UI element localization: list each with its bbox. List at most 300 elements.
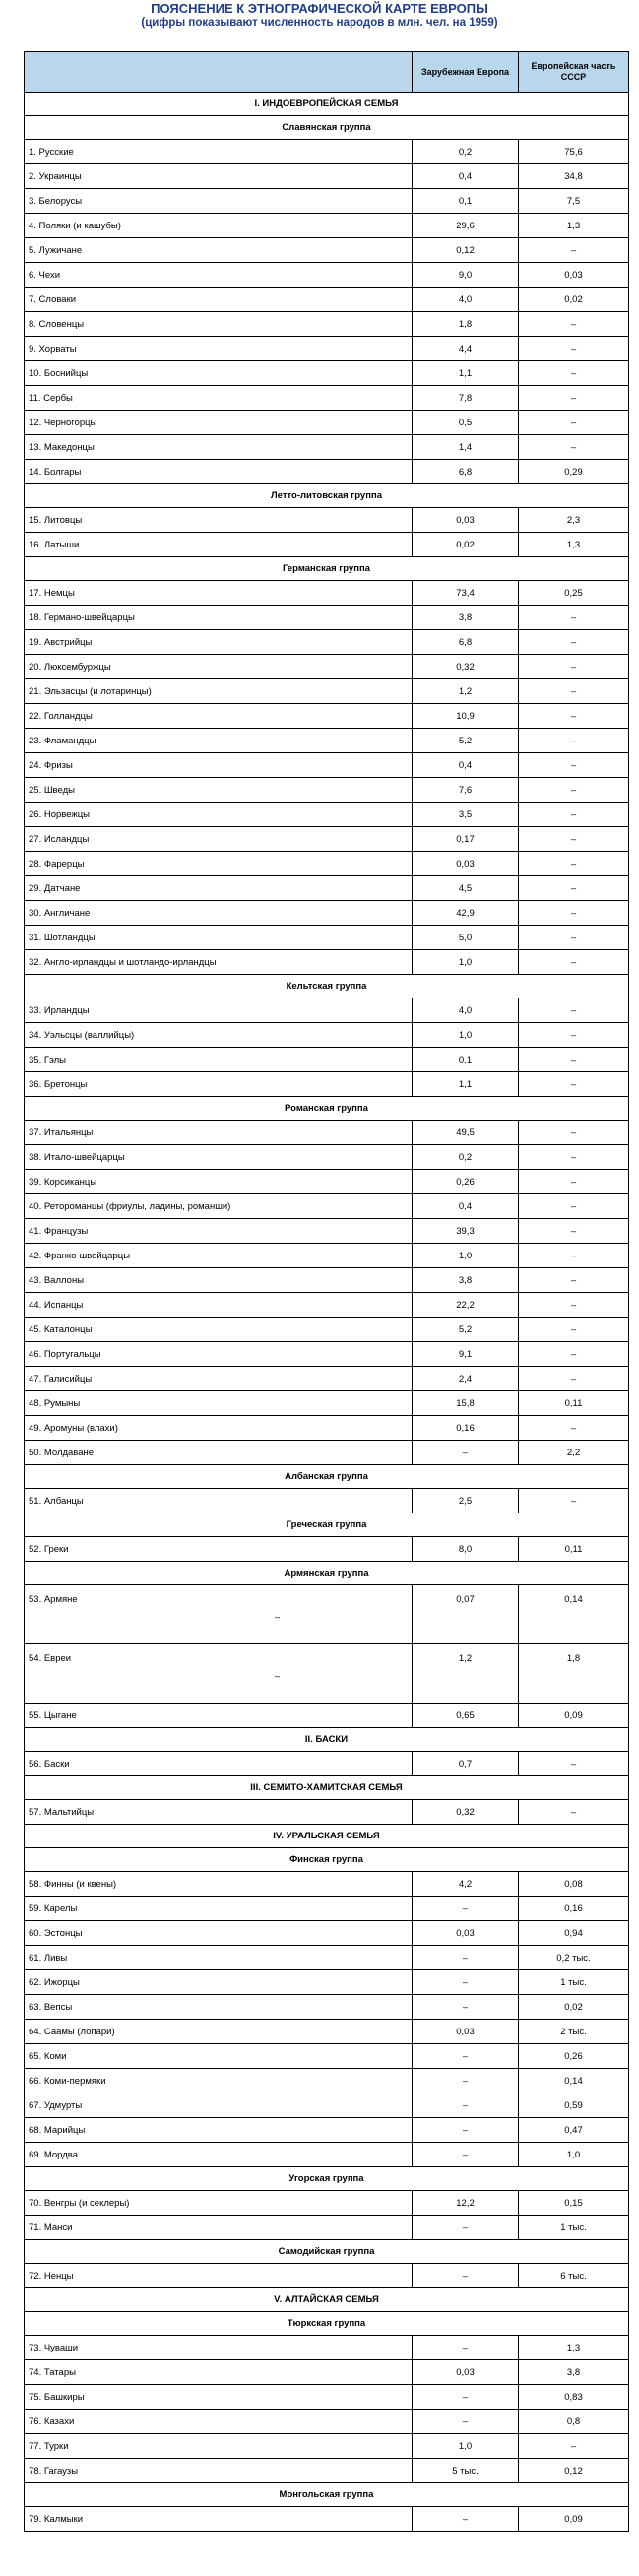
- people-name-cell: [25, 1244, 413, 1268]
- people-name: 33. Ирландцы: [29, 1004, 90, 1016]
- people-name: 50. Молдаване: [29, 1447, 95, 1458]
- row-mark: –: [274, 1612, 280, 1622]
- ussr-europe-value: –: [519, 1293, 629, 1318]
- people-name: 25. Шведы: [29, 784, 75, 796]
- foreign-europe-value: 5,0: [413, 926, 519, 950]
- table-row: [25, 1537, 629, 1562]
- table-row: [25, 1585, 629, 1644]
- group-header-row: [25, 2167, 629, 2191]
- ussr-europe-value: –: [519, 1268, 629, 1293]
- foreign-europe-value: 1,0: [413, 1023, 519, 1048]
- people-name-cell: [25, 1644, 413, 1704]
- people-name: 55. Цыгане: [29, 1709, 77, 1721]
- people-name-cell: [25, 1072, 413, 1097]
- group-header-row: [25, 2312, 629, 2336]
- people-name-cell: [25, 803, 413, 827]
- people-name: 28. Фарерцы: [29, 858, 85, 869]
- people-name-cell: [25, 288, 413, 312]
- foreign-europe-value: 3,8: [413, 606, 519, 630]
- group-header: III. СЕМИТО-ХАМИТСКАЯ СЕМЬЯ: [25, 1776, 629, 1800]
- people-name: 70. Венгры (и секлеры): [29, 2197, 130, 2209]
- foreign-europe-value: 10,9: [413, 704, 519, 729]
- table-row: [25, 630, 629, 655]
- people-name-cell: [25, 950, 413, 975]
- people-name: 32. Англо-ирландцы и шотландо-ирландцы: [29, 956, 217, 968]
- ussr-europe-value: –: [519, 411, 629, 435]
- foreign-europe-value: 1,2: [413, 1644, 519, 1704]
- foreign-europe-value: –: [413, 2044, 519, 2069]
- ussr-europe-value: 0,14: [519, 2069, 629, 2093]
- foreign-europe-value: 0,1: [413, 189, 519, 214]
- table-row: [25, 2020, 629, 2044]
- ussr-europe-value: 0,26: [519, 2044, 629, 2069]
- table-row: [25, 189, 629, 214]
- ussr-europe-value: –: [519, 950, 629, 975]
- ussr-europe-value: –: [519, 679, 629, 704]
- people-name-cell: [25, 2191, 413, 2216]
- foreign-europe-value: –: [413, 2264, 519, 2288]
- people-name-cell: [25, 1752, 413, 1776]
- ussr-europe-value: 0,12: [519, 2459, 629, 2483]
- table-row: [25, 803, 629, 827]
- ussr-europe-value: –: [519, 1145, 629, 1170]
- people-name: 21. Эльзасцы (и лотаринцы): [29, 685, 152, 697]
- foreign-europe-value: 39,3: [413, 1219, 519, 1244]
- table-row: [25, 753, 629, 778]
- table-row: [25, 852, 629, 876]
- people-name-cell: [25, 2216, 413, 2240]
- people-name: 13. Македонцы: [29, 441, 95, 453]
- table-row: [25, 1072, 629, 1097]
- people-name-cell: [25, 2020, 413, 2044]
- table-row: [25, 679, 629, 704]
- people-name: 43. Валлоны: [29, 1274, 85, 1286]
- foreign-europe-value: 0,03: [413, 1921, 519, 1946]
- foreign-europe-value: 9,0: [413, 263, 519, 288]
- row-mark: –: [274, 1671, 280, 1681]
- people-name-cell: [25, 1416, 413, 1441]
- group-header-row: [25, 557, 629, 581]
- ussr-europe-value: 0,08: [519, 1872, 629, 1897]
- table-row: [25, 704, 629, 729]
- people-name-cell: [25, 1367, 413, 1391]
- table-row: [25, 1367, 629, 1391]
- people-name: 63. Вепсы: [29, 2001, 73, 2013]
- ussr-europe-value: –: [519, 803, 629, 827]
- foreign-europe-value: 0,12: [413, 238, 519, 263]
- people-name-cell: [25, 435, 413, 460]
- foreign-europe-value: 0,32: [413, 1800, 519, 1825]
- people-name: 71. Манси: [29, 2222, 73, 2233]
- people-name: 5. Лужичане: [29, 244, 83, 256]
- people-name-cell: [25, 1194, 413, 1219]
- people-name: 48. Румыны: [29, 1397, 81, 1409]
- people-name: 51. Албанцы: [29, 1495, 84, 1507]
- group-header: Германская группа: [25, 557, 629, 581]
- table-row: [25, 2336, 629, 2360]
- foreign-europe-value: –: [413, 2143, 519, 2167]
- people-name-cell: [25, 2459, 413, 2483]
- people-name: 8. Словенцы: [29, 318, 85, 330]
- people-name: 26. Норвежцы: [29, 808, 91, 820]
- people-name: 16. Латыши: [29, 539, 80, 550]
- people-name: 74. Татары: [29, 2366, 76, 2378]
- table-row: [25, 238, 629, 263]
- people-name-cell: [25, 2118, 413, 2143]
- people-name-cell: [25, 1219, 413, 1244]
- foreign-europe-value: 0,2: [413, 1145, 519, 1170]
- foreign-europe-value: 4,5: [413, 876, 519, 901]
- ussr-europe-value: –: [519, 630, 629, 655]
- people-name-cell: [25, 164, 413, 189]
- people-name: 24. Фризы: [29, 759, 73, 771]
- people-name-cell: [25, 581, 413, 606]
- group-header-row: [25, 1097, 629, 1121]
- people-name-cell: [25, 2069, 413, 2093]
- people-name-cell: [25, 312, 413, 337]
- foreign-europe-value: 5,2: [413, 729, 519, 753]
- foreign-europe-value: 49,5: [413, 1121, 519, 1145]
- ussr-europe-value: 1 тыс.: [519, 1970, 629, 1995]
- foreign-europe-value: –: [413, 1946, 519, 1970]
- group-header: Угорская группа: [25, 2167, 629, 2191]
- people-name: 53. Армяне: [29, 1594, 78, 1605]
- ussr-europe-value: –: [519, 1416, 629, 1441]
- people-name: 61. Ливы: [29, 1952, 68, 1964]
- table-row: [25, 1391, 629, 1416]
- group-header: Кельтская группа: [25, 975, 629, 998]
- people-name: 41. Французы: [29, 1225, 89, 1237]
- table-row: [25, 1970, 629, 1995]
- people-name-cell: [25, 361, 413, 386]
- people-name-cell: [25, 778, 413, 803]
- foreign-europe-value: 2,4: [413, 1367, 519, 1391]
- people-name: 12. Черногорцы: [29, 417, 97, 428]
- ussr-europe-value: 0,29: [519, 460, 629, 484]
- foreign-europe-value: 0,03: [413, 852, 519, 876]
- ussr-europe-value: 0,02: [519, 288, 629, 312]
- table-row: [25, 778, 629, 803]
- table-row: [25, 533, 629, 557]
- foreign-europe-value: –: [413, 2385, 519, 2410]
- people-name-cell: [25, 238, 413, 263]
- foreign-europe-value: 2,5: [413, 1489, 519, 1513]
- table-row: [25, 1995, 629, 2020]
- table-row: [25, 1318, 629, 1342]
- people-name-cell: [25, 1704, 413, 1728]
- ussr-europe-value: 0,25: [519, 581, 629, 606]
- table-row: [25, 1752, 629, 1776]
- ussr-europe-value: 1,0: [519, 2143, 629, 2167]
- table-row: [25, 435, 629, 460]
- people-name: 42. Франко-швейцарцы: [29, 1250, 131, 1261]
- people-name: 4. Поляки (и кашубы): [29, 220, 121, 231]
- ethnographic-table: [24, 51, 629, 2532]
- ussr-europe-value: 34,8: [519, 164, 629, 189]
- foreign-europe-value: 1,0: [413, 2434, 519, 2459]
- people-name: 62. Ижорцы: [29, 1976, 80, 1988]
- people-name: 19. Австрийцы: [29, 636, 93, 648]
- ussr-europe-value: 1,3: [519, 533, 629, 557]
- table-row: [25, 2143, 629, 2167]
- people-name: 27. Исландцы: [29, 833, 90, 845]
- ussr-europe-value: –: [519, 337, 629, 361]
- people-name: 1. Русские: [29, 146, 74, 158]
- table-row: [25, 1194, 629, 1219]
- table-header-row: [25, 52, 629, 93]
- table-row: [25, 1489, 629, 1513]
- people-name-cell: [25, 533, 413, 557]
- foreign-europe-value: 0,03: [413, 2360, 519, 2385]
- people-name: 30. Англичане: [29, 907, 91, 919]
- group-header-row: [25, 2483, 629, 2507]
- group-header: Монгольская группа: [25, 2483, 629, 2507]
- people-name: 38. Итало-швейцарцы: [29, 1151, 125, 1163]
- ussr-europe-value: 75,6: [519, 140, 629, 164]
- group-header: I. ИНДОЕВРОПЕЙСКАЯ СЕМЬЯ: [25, 93, 629, 116]
- group-header-row: [25, 1728, 629, 1752]
- people-name: 11. Сербы: [29, 392, 73, 404]
- people-name-cell: [25, 411, 413, 435]
- foreign-europe-value: 0,03: [413, 2020, 519, 2044]
- table-row: [25, 2044, 629, 2069]
- group-header-row: [25, 1825, 629, 1848]
- ussr-europe-value: –: [519, 998, 629, 1023]
- group-header: Самодийская группа: [25, 2240, 629, 2264]
- group-header-row: [25, 2240, 629, 2264]
- foreign-europe-value: 0,7: [413, 1752, 519, 1776]
- group-header-row: [25, 975, 629, 998]
- people-name: 49. Аромуны (влахи): [29, 1422, 118, 1434]
- table-row: [25, 1897, 629, 1921]
- page-title: ПОЯСНЕНИЕ К ЭТНОГРАФИЧЕСКОЙ КАРТЕ ЕВРОПЫ: [151, 1, 488, 16]
- ussr-europe-value: 0,2 тыс.: [519, 1946, 629, 1970]
- people-name-cell: [25, 704, 413, 729]
- group-header: Армянская группа: [25, 1562, 629, 1585]
- people-name: 57. Мальтийцы: [29, 1806, 95, 1818]
- foreign-europe-value: 6,8: [413, 460, 519, 484]
- group-header-row: [25, 93, 629, 116]
- table-row: [25, 2434, 629, 2459]
- foreign-europe-value: 15,8: [413, 1391, 519, 1416]
- table-row: [25, 926, 629, 950]
- people-name-cell: [25, 1023, 413, 1048]
- table-row: [25, 2507, 629, 2532]
- people-name: 40. Ретороманцы (фриулы, ладины, романши): [29, 1200, 231, 1212]
- foreign-europe-value: 7,8: [413, 386, 519, 411]
- people-name-cell: [25, 630, 413, 655]
- people-name: 78. Гагаузы: [29, 2465, 79, 2477]
- people-name-cell: [25, 1121, 413, 1145]
- people-name-cell: [25, 1489, 413, 1513]
- ussr-europe-value: 0,94: [519, 1921, 629, 1946]
- people-name: 54. Евреи: [29, 1653, 72, 1664]
- people-name-cell: [25, 1995, 413, 2020]
- table-row: [25, 1219, 629, 1244]
- people-name: 36. Бретонцы: [29, 1078, 88, 1090]
- table-row: [25, 1023, 629, 1048]
- foreign-europe-value: 0,02: [413, 533, 519, 557]
- people-name-cell: [25, 876, 413, 901]
- table-row: [25, 655, 629, 679]
- foreign-europe-value: –: [413, 2093, 519, 2118]
- foreign-europe-value: 1,0: [413, 950, 519, 975]
- ussr-europe-value: 7,5: [519, 189, 629, 214]
- ussr-europe-value: –: [519, 827, 629, 852]
- people-name-cell: [25, 606, 413, 630]
- ussr-europe-value: –: [519, 1489, 629, 1513]
- foreign-europe-value: 1,1: [413, 361, 519, 386]
- foreign-europe-value: –: [413, 1897, 519, 1921]
- people-name-cell: [25, 263, 413, 288]
- ussr-europe-value: –: [519, 655, 629, 679]
- people-name: 65. Коми: [29, 2050, 67, 2062]
- table-row: [25, 460, 629, 484]
- foreign-europe-value: 4,4: [413, 337, 519, 361]
- people-name-cell: [25, 2093, 413, 2118]
- foreign-europe-value: 4,0: [413, 288, 519, 312]
- group-header: V. АЛТАЙСКАЯ СЕМЬЯ: [25, 2288, 629, 2312]
- people-name-cell: [25, 926, 413, 950]
- foreign-europe-value: 0,65: [413, 1704, 519, 1728]
- group-header-row: [25, 484, 629, 508]
- ussr-europe-value: 0,14: [519, 1585, 629, 1644]
- table-row: [25, 2385, 629, 2410]
- ussr-europe-value: –: [519, 729, 629, 753]
- people-name-cell: [25, 1970, 413, 1995]
- people-name-cell: [25, 1145, 413, 1170]
- foreign-europe-value: 29,6: [413, 214, 519, 238]
- people-name: 37. Итальянцы: [29, 1127, 94, 1138]
- column-header-people: [25, 52, 413, 93]
- people-name-cell: [25, 2385, 413, 2410]
- ussr-europe-value: –: [519, 361, 629, 386]
- people-name-cell: [25, 655, 413, 679]
- foreign-europe-value: 1,2: [413, 679, 519, 704]
- people-name: 66. Коми-пермяки: [29, 2075, 106, 2087]
- table-row: [25, 729, 629, 753]
- group-header-row: [25, 2288, 629, 2312]
- people-name: 46. Португальцы: [29, 1348, 101, 1360]
- table-row: [25, 361, 629, 386]
- group-header: IV. УРАЛЬСКАЯ СЕМЬЯ: [25, 1825, 629, 1848]
- ussr-europe-value: –: [519, 1244, 629, 1268]
- table-row: [25, 1872, 629, 1897]
- ussr-europe-value: –: [519, 778, 629, 803]
- people-name-cell: [25, 2360, 413, 2385]
- ussr-europe-value: 2 тыс.: [519, 2020, 629, 2044]
- ussr-europe-value: 0,09: [519, 1704, 629, 1728]
- table-row: [25, 2264, 629, 2288]
- table-row: [25, 1145, 629, 1170]
- table-row: [25, 411, 629, 435]
- people-name: 15. Литовцы: [29, 514, 83, 526]
- table-row: [25, 876, 629, 901]
- table-row: [25, 312, 629, 337]
- ussr-europe-value: –: [519, 901, 629, 926]
- table-row: [25, 1244, 629, 1268]
- people-name-cell: [25, 998, 413, 1023]
- ussr-europe-value: –: [519, 1318, 629, 1342]
- table-row: [25, 2360, 629, 2385]
- ussr-europe-value: –: [519, 1800, 629, 1825]
- ussr-europe-value: –: [519, 1219, 629, 1244]
- people-name-cell: [25, 679, 413, 704]
- table-row: [25, 2216, 629, 2240]
- ussr-europe-value: –: [519, 852, 629, 876]
- people-name: 79. Калмыки: [29, 2513, 84, 2525]
- ussr-europe-value: –: [519, 876, 629, 901]
- ussr-europe-value: 0,83: [519, 2385, 629, 2410]
- foreign-europe-value: 22,2: [413, 1293, 519, 1318]
- people-name: 72. Ненцы: [29, 2270, 74, 2282]
- people-name-cell: [25, 386, 413, 411]
- people-name: 18. Германо-швейцарцы: [29, 612, 135, 623]
- ussr-europe-value: –: [519, 926, 629, 950]
- table-row: [25, 606, 629, 630]
- foreign-europe-value: –: [413, 2069, 519, 2093]
- group-header: Тюркская группа: [25, 2312, 629, 2336]
- people-name: 47. Галисийцы: [29, 1373, 93, 1385]
- people-name-cell: [25, 1946, 413, 1970]
- table-row: [25, 827, 629, 852]
- people-name-cell: [25, 1872, 413, 1897]
- people-name: 34. Уэльсцы (валлийцы): [29, 1029, 135, 1041]
- ussr-europe-value: –: [519, 238, 629, 263]
- group-header: Албанская группа: [25, 1465, 629, 1489]
- table-body: [25, 93, 629, 2532]
- people-name: 14. Болгары: [29, 466, 82, 478]
- people-name: 60. Эстонцы: [29, 1927, 83, 1939]
- ussr-europe-value: 0,59: [519, 2093, 629, 2118]
- foreign-europe-value: 42,9: [413, 901, 519, 926]
- ussr-europe-value: –: [519, 1170, 629, 1194]
- ussr-europe-value: 1,3: [519, 2336, 629, 2360]
- group-header-row: [25, 1465, 629, 1489]
- foreign-europe-value: 4,0: [413, 998, 519, 1023]
- people-name: 35. Гэлы: [29, 1054, 66, 1065]
- foreign-europe-value: –: [413, 2336, 519, 2360]
- ussr-europe-value: 0,47: [519, 2118, 629, 2143]
- foreign-europe-value: 0,03: [413, 508, 519, 533]
- table-row: [25, 901, 629, 926]
- foreign-europe-value: 0,5: [413, 411, 519, 435]
- ussr-europe-value: 1,8: [519, 1644, 629, 1704]
- table-row: [25, 1921, 629, 1946]
- ussr-europe-value: 3,8: [519, 2360, 629, 2385]
- people-name: 2. Украинцы: [29, 170, 82, 182]
- table-row: [25, 998, 629, 1023]
- people-name-cell: [25, 1897, 413, 1921]
- foreign-europe-value: 0,07: [413, 1585, 519, 1644]
- people-name: 31. Шотландцы: [29, 932, 96, 943]
- people-name-cell: [25, 1342, 413, 1367]
- people-name-cell: [25, 2044, 413, 2069]
- people-name-cell: [25, 140, 413, 164]
- foreign-europe-value: 1,4: [413, 435, 519, 460]
- ussr-europe-value: –: [519, 1367, 629, 1391]
- people-name-cell: [25, 1170, 413, 1194]
- foreign-europe-value: 12,2: [413, 2191, 519, 2216]
- table-row: [25, 950, 629, 975]
- people-name-cell: [25, 214, 413, 238]
- ussr-europe-value: 6 тыс.: [519, 2264, 629, 2288]
- foreign-europe-value: –: [413, 1970, 519, 1995]
- foreign-europe-value: –: [413, 1995, 519, 2020]
- people-name: 23. Фламандцы: [29, 735, 96, 746]
- table-row: [25, 1704, 629, 1728]
- table-row: [25, 386, 629, 411]
